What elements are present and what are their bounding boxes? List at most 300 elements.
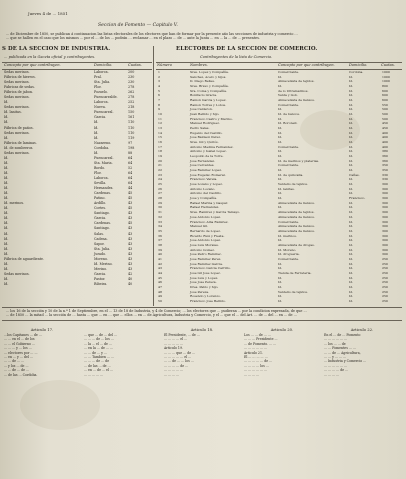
industria-cell-concepto: Id. de sombreros. [4,145,34,150]
industria-cell-cuota: 150 [128,110,135,115]
article-line: ... ... de ... ... [4,359,25,364]
industria-cell-cuota: 40 [128,281,133,286]
comercio-cell-concepto: Comerciante. [278,256,300,261]
article-line: ... ... de ... ... los ... [164,359,194,364]
article-line: ... en ... de ... el ... [84,368,114,373]
industria-cell-domicilio: Id. [94,135,99,140]
comercio-cell-concepto: Comerciante. [278,219,300,224]
industria-cell-domicilio: Cordoba. [94,145,110,150]
comercio-cell-cuota: 360 [382,158,388,163]
comercio-cell-concepto: Id. [278,191,283,196]
comercio-cell-numero: 40 [158,252,162,257]
comercio-cell-nombre: Jose Antonio Lopez. [190,238,222,243]
comercio-cell-domicilio: Id. [349,158,354,163]
industria-cell-concepto: Sedas merinos. [4,150,30,155]
industria-cell-concepto: Id. [4,115,9,120]
industria-cell-domicilio: Laborca. [94,100,109,105]
industria-cell-cuota: 45 [128,191,133,196]
article-line: ... los ... ... de [324,341,346,346]
comercio-cell-numero: 48 [158,289,162,294]
comercio-cell-nombre: Jose Ramirez Perez. [190,256,222,261]
article-line: ... ... ... que ... de ... [164,350,196,355]
comercio-cell-numero: 15 [158,135,162,140]
industria-cell-concepto: Sedas merinos. [4,130,30,135]
industria-cell-cuota: 64 [128,175,133,180]
comercio-cell-concepto: Id. [278,261,283,266]
comercio-cell-concepto: Id. [278,266,283,271]
article-line: ... ... ... ... los ... [244,363,269,368]
article-column [244,327,320,477]
comercio-cell-cuota: 300 [382,242,388,247]
comercio-cell-domicilio: Id. [349,84,354,89]
comercio-cell-concepto: Id. [278,238,283,243]
comercio-cell-nombre: Jose Luis Morales. [190,242,219,247]
article-line: ... ... ... ... ... [84,372,104,377]
industria-cell-concepto: Id. [4,206,9,211]
industria-cell-cuota: 43 [128,266,133,271]
article-line: ... ... ... de ... los ... [84,337,114,342]
industria-cell-domicilio: Jurado. [94,251,107,256]
comercio-cell-numero: 8 [158,102,160,107]
industria-cell-concepto: Id. [4,175,9,180]
comercio-cell-numero: 2 [158,74,160,79]
comercio-cell-nombre: Antonio y Isabel Lopez. [190,149,227,154]
comercio-cell-numero: 24 [158,177,162,182]
industria-cell-concepto: Fábrica de laminas. [4,140,37,145]
industria-cell-cuota: 45 [128,206,133,211]
comercio-cell-cuota: 600 [382,93,388,98]
article-column [4,327,80,477]
comercio-cell-cuota: 250 [382,289,388,294]
industria-cell-domicilio: Id. Merino. [94,261,113,266]
industria-cell-cuota: 44 [128,186,133,191]
industria-cell-concepto: Id. [4,135,9,140]
comercio-cell-cuota: 250 [382,294,388,299]
comercio-cell-domicilio: Id. [349,270,354,275]
comercio-cell-nombre: Jose Calderon. [190,107,213,112]
comercio-cell-concepto: Id. [278,284,283,289]
comercio-cell-nombre: Ramon Garcia y Lopez. [190,98,227,103]
industria-cell-domicilio: Ribeira. [94,281,108,286]
industria-cell-concepto: Id. [4,170,9,175]
comercio-cell-concepto: Almacenista de lienzos. [278,228,315,233]
industria-header-cuotas: Cuotas. [128,63,142,67]
industria-cell-concepto: Id. [4,186,9,191]
comercio-cell-nombre: Jose Baldeon Perez. [190,135,221,140]
industria-cell-concepto: Id. [4,226,9,231]
industria-cell-domicilio: Sta. Maria. [94,160,113,165]
header-date: Jueves 4 de ... 1851 [28,11,68,16]
industria-cell-domicilio: Garcia. [94,115,107,120]
industria-cell-cuota: 110 [128,130,135,135]
comercio-cell-concepto: Id. [278,107,283,112]
comercio-cell-cuota: 600 [382,88,388,93]
comercio-cell-numero: 30 [158,205,162,210]
comercio-cell-nombre: Jose Pereza. [190,289,210,294]
comercio-cell-cuota: 250 [382,256,388,261]
comercio-cell-domicilio: Id. [349,205,354,210]
comercio-cell-numero: 21 [158,163,162,168]
comercio-cell-cuota: 800 [382,84,388,89]
comercio-cell-nombre: Antonio Gomez. [190,247,215,252]
comercio-cell-nombre: Jose Antonio Lopez. [190,214,222,219]
article-line: ... ... de ... de ... [4,368,30,373]
comercio-cell-numero: 29 [158,200,162,205]
comercio-cell-domicilio: Id. [349,88,354,93]
comercio-cell-nombre: Jose Lozano y Lopez. [190,182,223,187]
industria-cell-domicilio: Moreno. [94,256,108,261]
comercio-cell-numero: 39 [158,247,162,252]
footnote-line: ... los 16 de la sección y 10 de la n.º 1 de Septiembre, en el ... 13 de 18 de Industria, y 4 de Comercio; ... los electores que ... pudieran ... por la condicion expresada, de que ... [6,309,307,313]
industria-cell-cuota: 64 [128,160,133,165]
comercio-cell-concepto: Id. [278,135,283,140]
industria-cell-concepto: Id. [4,276,9,281]
comercio-cell-domicilio: Id. [349,266,354,271]
comercio-cell-concepto: Venta y Gob. [278,93,298,98]
comercio-cell-numero: 31 [158,210,162,215]
comercio-cell-numero: 44 [158,270,162,275]
industria-cell-cuota: 43 [128,231,133,236]
comercio-cell-numero: 12 [158,121,162,126]
industria-header-concepto: Concepto por que contribuyen. [4,63,61,67]
article-line: ... ... ... ... [244,372,260,377]
industria-cell-concepto: Id. [4,251,9,256]
comercio-cell-nombre: Pedro Salas. [190,126,210,131]
comercio-table [156,70,402,304]
industria-cell-cuota: 64 [128,155,133,160]
articles-rule [2,320,402,321]
article-line: ... ... ... ... ... de ... [244,359,273,364]
industria-cell-domicilio: Cortes. [94,206,107,211]
article-line: ... ... de ... y ... [84,350,107,355]
footnote-line: ... de 1850 ... la mitad ... la sección de ... hasta ... que ... en ... que ... ellos ... en ... de Agricultura, Industria y Comercio, y el ... que el ... del Art. ... de ... del ... en ... de ... [6,313,297,318]
industria-cell-domicilio: Sta. Julia. [94,246,111,251]
comercio-cell-concepto: Id. [278,196,283,201]
comercio-cell-cuota: 300 [382,219,388,224]
industria-cell-cuota: 43 [128,226,133,231]
header-section: Seccion de Fomento — Capitulo V. [98,23,178,28]
comercio-cell-domicilio: Id. [349,154,354,159]
industria-cell-concepto: Fábrica de hierros. [4,75,36,80]
comercio-cell-domicilio: Id. [349,149,354,154]
comercio-cell-domicilio: Id. [349,261,354,266]
comercio-cell-nombre: Manuel Gil. [190,224,209,229]
industria-cell-cuota: 64 [128,181,133,186]
comercio-cell-numero: 16 [158,140,162,145]
industria-cell-domicilio: Id. [94,120,99,125]
comercio-cell-numero: 46 [158,280,162,285]
comercio-cell-domicilio: Id. [349,140,354,145]
comercio-cell-nombre: Eugenio del Castillo. [190,130,223,135]
industria-cell-concepto: Sedas merinos. [4,105,30,110]
comercio-cell-domicilio: Id. [349,168,354,173]
article-line: ... ... ... ... [164,372,180,377]
comercio-cell-nombre: Francisco Alba Ramirez. [190,219,229,224]
comercio-cell-concepto: Comerciante. [278,70,300,74]
article-line: ... ... y ... ... ... [324,354,347,359]
comercio-cell-cuota: 250 [382,261,388,266]
article-line: ...los Capitanes ... de ... [4,333,42,337]
footnote [6,309,400,318]
comercio-cell-cuota: 400 [382,140,388,145]
comercio-cell-numero: 10 [158,112,162,117]
comercio-cell-nombre: Jose Pedro Ramirez. [190,252,222,257]
comercio-cell-domicilio: Id. [349,256,354,261]
comercio-cell-domicilio: Id. [349,214,354,219]
comercio-cell-nombre: Bernardo de Lopez. [190,228,221,233]
article-line: ... ... ... ... ... [164,368,184,373]
comercio-row [156,299,402,304]
comercio-cell-cuota: 400 [382,135,388,140]
comercio-cell-domicilio: Id. [349,135,354,140]
article-line: ... ... en el ... de los [4,337,35,342]
comercio-cell-domicilio: Id. [349,242,354,247]
comercio-cell-cuota: 350 [382,163,388,168]
comercio-cell-concepto: Id. [278,140,283,145]
industria-cell-concepto: Id. [4,281,9,286]
comercio-cell-cuota: 600 [382,98,388,103]
industria-cell-cuota: 200 [128,70,135,74]
article-line: ... en ... y ... del ... [4,354,33,359]
comercio-cell-concepto: Id. merinos. [278,233,297,238]
industria-cell-cuota: 278 [128,95,135,100]
industria-cell-concepto: Sedas merinos. [4,95,30,100]
comercio-cell-domicilio: Id. [349,284,354,289]
industria-cell-domicilio: Cardenas. [94,221,111,226]
industria-cell-cuota: 278 [128,85,135,90]
industria-cell-cuota: 198 [128,145,135,150]
comercio-cell-cuota: 500 [382,112,388,117]
comercio-cell-cuota: 300 [382,224,388,229]
article-title: Articulo 17. [30,327,54,332]
intro-line: ... que se hallen en el caso que los mismos ... por el ... de los ... podrán ... reclamar ... en el plazo ... de ... ante la Junta ... en ... la ... de ... presentes. [6,36,261,41]
article-line: ... Industria y Comercio ... [324,359,367,364]
comercio-cell-concepto: Ventelio de tejidos. [278,289,308,294]
comercio-cell-domicilio: Id. [349,74,354,79]
comercio-cell-domicilio: Id. [349,252,354,257]
comercio-cell-cuota: 360 [382,154,388,159]
industria-cell-concepto: Id. [4,181,9,186]
comercio-cell-cuota: 400 [382,144,388,149]
industria-cell-cuota: 262 [128,90,135,95]
article-line: Articulo 19. [164,346,183,351]
comercio-header-numero: Número [157,63,172,67]
industria-cell-domicilio: Garcia. [94,216,107,221]
comercio-cell-domicilio: Id. [349,233,354,238]
industria-cell-domicilio: Santiago. [94,226,110,231]
comercio-cell-numero: 6 [158,93,160,98]
industria-table [4,70,152,287]
industria-cell-concepto: Fabricas de sedas. [4,85,35,90]
comercio-cell-nombre: Rosendo y Lorenzo. [190,294,221,299]
article-line: ... ... ... Presidente ... [244,337,278,342]
article-title: Articulo 18. [190,327,214,332]
comercio-cell-numero: 4 [158,84,160,89]
industria-cell-concepto: Id. [4,231,9,236]
industria-cell-cuota: 43 [128,251,133,256]
comercio-cell-domicilio: Id. [349,79,354,84]
comercio-cell-cuota: 300 [382,214,388,219]
comercio-cell-domicilio: Id. [349,107,354,112]
industria-cell-domicilio: Id. [94,125,99,130]
comercio-cell-numero: 18 [158,149,162,154]
comercio-cell-concepto: Comerciante. [278,163,300,168]
industria-cell-cuota: 97 [128,140,133,145]
industria-cell-concepto: Id. [4,216,9,221]
comercio-cell-numero: 11 [158,116,162,121]
industria-cell-concepto: Id. [4,266,9,271]
comercio-cell-concepto: Tienda de Ferreteria. [278,270,312,275]
article-line: ... ... ... ... ... ... [324,363,348,368]
comercio-cell-numero: 27 [158,191,162,196]
comercio-cell-concepto: Id. lanitas. [278,186,295,191]
comercio-cell-concepto: Almacenista de tejidos. [278,210,315,215]
comercio-cell-numero: 26 [158,186,162,191]
comercio-cell-concepto: Id. [278,154,283,159]
industria-cell-concepto: Sedas merinos. [4,271,30,276]
industria-cell-concepto: Id. merinos. [4,201,25,206]
comercio-cell-domicilio: Cordoba. [349,70,364,74]
industria-cell-cuota: 230 [128,80,135,85]
comercio-cell-domicilio: Id. [349,163,354,168]
comercio-cell-domicilio: Id. [349,116,354,121]
comercio-cell-nombre: Sra. Coma y Compañía. [190,88,227,93]
article-line: ... y los ... de ... [4,363,29,368]
comercio-cell-cuota: 380 [382,149,388,154]
comercio-cell-concepto: Ventelio de tejidos. [278,182,308,187]
article-line: ... ... ... y ... los ... [4,346,32,351]
industria-cell-domicilio: Pral. [94,75,102,80]
industria-cell-domicilio: Garcia. [94,271,107,276]
comercio-cell-cuota: 1000 [382,74,390,79]
comercio-cell-numero: 1 [158,70,160,74]
comercio-cell-numero: 23 [158,172,162,177]
industria-cell-domicilio: Cardenas. [94,191,111,196]
comercio-cell-concepto: Id. [278,116,283,121]
comercio-cell-cuota: 300 [382,205,388,210]
comercio-cell-cuota: 300 [382,228,388,233]
article-column [324,327,400,477]
industria-cell-concepto: Id. [4,236,9,241]
comercio-cell-domicilio: Id. [349,126,354,131]
article-line: ... de las ... Cordoba. [4,372,38,377]
comercio-cell-concepto: Id. [278,130,283,135]
comercio-title: ELECTORES DE LA SECCION DE COMERCIO. [176,46,318,52]
comercio-cell-nombre: Antonio del Castillo. [190,191,222,196]
industria-cell-cuota: 110 [128,120,135,125]
industria-cell-domicilio: Id. [94,130,99,135]
comercio-cell-nombre: Jose Ramirez Lopez. [190,168,222,173]
comercio-cell-cuota: 300 [382,200,388,205]
comercio-cell-numero: 36 [158,233,162,238]
comercio-cell-domicilio: Id. [349,121,354,126]
comercio-cell-nombre: Leopoldo de la Torre. [190,154,224,159]
comercio-cell-cuota: 250 [382,266,388,271]
article-line: ... ... ... ... ... [164,341,184,346]
comercio-cell-concepto: Almacenista de lienzos. [278,224,315,229]
comercio-cell-cuota: 400 [382,130,388,135]
comercio-cell-cuota: 300 [382,238,388,243]
industria-cell-domicilio: Fuencarralde. [94,95,118,100]
article-line: ... ... de ... Agricultura, [324,350,361,355]
comercio-cell-domicilio: Francisco. [349,196,366,201]
comercio-cell-numero: 34 [158,224,162,229]
article-line: ... ... ... ... el ... [164,337,188,342]
article-column [164,327,240,477]
comercio-cell-cuota: 300 [382,186,388,191]
article-line: ... ... ... ... ... ... [244,368,268,373]
comercio-cell-domicilio: Id. [349,102,354,107]
comercio-cell-nombre: Jose Ramirez Garcia. [190,261,223,266]
article-line: ... ... ... ... ... ... [324,337,348,342]
industria-cell-domicilio: Nueva. [94,105,106,110]
comercio-cell-nombre: Jose Cervantes. [190,163,215,168]
industria-cell-domicilio: Santiago. [94,211,110,216]
comercio-cell-concepto: Id. drogueria. [278,252,300,257]
comercio-cell-numero: 38 [158,242,162,247]
comercio-cell-cuota: 1000 [382,70,390,74]
industria-cell-concepto: Id. [4,155,9,160]
comercio-cell-domicilio: Id. [349,247,354,252]
comercio-cell-nombre: Rafael Hernandez. [190,205,220,210]
industria-cell-domicilio: Laborca. [94,175,109,180]
comercio-cell-nombre: Antonio Lozano. [190,186,216,191]
industria-cell-cuota: 45 [128,221,133,226]
comercio-cell-domicilio: Id. [349,98,354,103]
industria-cell-domicilio: Ardillo. [94,201,107,206]
article-line: ... que ... de ... del ... [84,333,118,337]
article-line: ... ... Tambien ... ... [84,354,115,359]
article-line: Articulo 21. [244,350,263,355]
industria-cell-concepto: Id. [4,211,9,216]
comercio-cell-nombre: Jose Fernandez. [190,158,216,163]
comercio-cell-nombre: Francisco Garcia Carrillo. [190,266,231,271]
comercio-cell-concepto: Id. Boronell. [278,121,298,126]
article-line: ... de Fomento. ... ... [244,341,277,346]
comercio-cell-cuota: 250 [382,284,388,289]
comercio-cell-cuota: 350 [382,168,388,173]
industria-cell-concepto: Id. [4,191,9,196]
industria-cell-domicilio: Sevilla. [94,181,107,186]
article-title: Articulo 20. [270,327,294,332]
industria-cell-cuota: 43 [128,211,133,216]
industria-cell-concepto: Id. [4,120,9,125]
article-line: ... ... el Gobierno ... [4,341,35,346]
comercio-cell-concepto: Id. [278,126,283,131]
comercio-cell-nombre: Antonio Medina Fernandez. [190,144,234,149]
comercio-cell-domicilio: Id. [349,144,354,149]
comercio-cell-concepto: Almacenista de drogas. [278,242,315,247]
comercio-cell-concepto: Id. de bancos. [278,112,300,117]
article-line: ... de las ... de ... [84,363,111,368]
industria-cell-domicilio: Pozuelo. [94,90,108,95]
industria-cell-cuota: 52 [128,165,133,170]
article-line: ... ... ... ... de ... [324,368,349,373]
comercio-cell-nombre: Jose Luis y Lopez. [190,275,219,280]
comercio-cell-concepto: Id. [278,84,283,89]
comercio-cell-concepto: Almacenista de tejidos. [278,79,315,84]
comercio-cell-domicilio: Id. [349,298,354,303]
comercio-cell-domicilio: Id. [349,280,354,285]
industria-cell-concepto: Id. [4,241,9,246]
industria-cell-cuota: 230 [128,75,135,80]
comercio-cell-numero: 20 [158,158,162,163]
industria-cell-cuota: 43 [128,201,133,206]
comercio-cell-domicilio: Id. [349,191,354,196]
article-line: ... electores por ... ... [4,350,38,355]
article-line: ... ... Fomentes ... ... [324,346,356,351]
comercio-cell-nombre: Juan Bellido y hijo. [190,112,220,117]
